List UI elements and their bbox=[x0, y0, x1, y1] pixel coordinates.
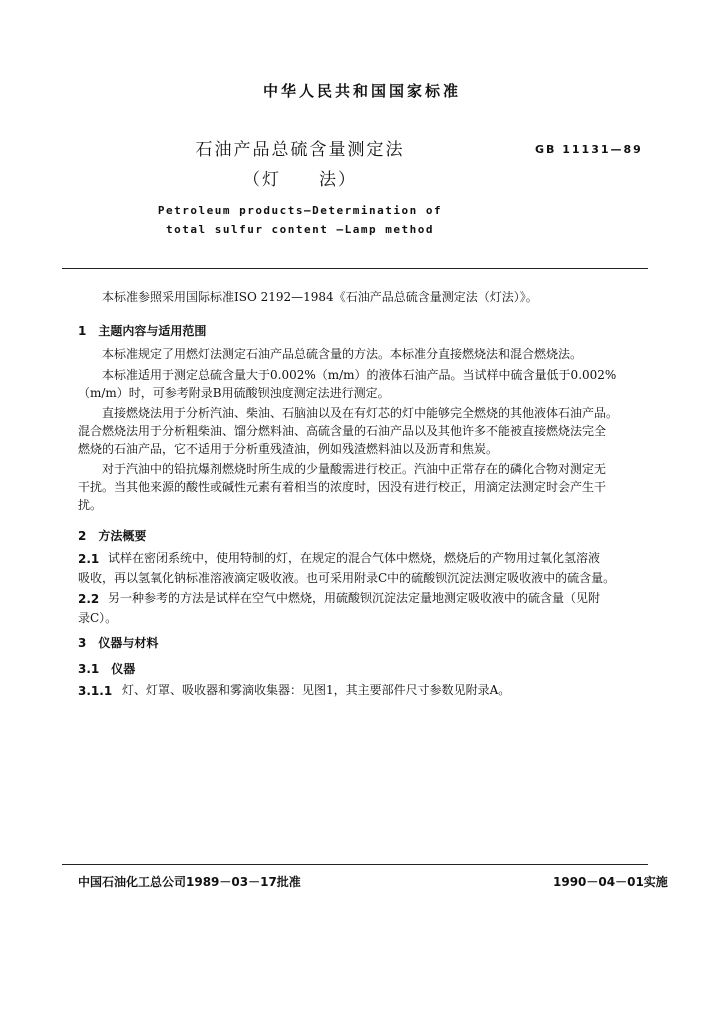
clause-3-1-1-text: 灯、灯罩、吸收器和雾滴收集器：见图1，其主要部件尺寸参数见附录A。 bbox=[122, 683, 511, 697]
section-1-para-3-line-2: 混合燃烧法用于分析粗柴油、馏分燃料油、高硫含量的石油产品以及其他许多不能被直接燃烧法完全 bbox=[78, 424, 607, 438]
clause-2-2-line-2: 录C）。 bbox=[78, 611, 118, 625]
gb-code: GB 11131—89 bbox=[535, 143, 643, 156]
clause-2-1-line-2: 吸收，再以氢氧化钠标准溶液滴定吸收液。也可采用附录C中的硫酸钡沉淀法测定吸收液中的硫含量。 bbox=[78, 571, 616, 585]
document-subtitle: （灯 法） bbox=[243, 170, 357, 190]
section-1-para-2-line-1: 本标准适用于测定总硫含量大于0.002%（m/m）的液体石油产品。当试样中硫含量低于0.002% bbox=[102, 368, 617, 382]
section-1-para-1: 本标准规定了用燃灯法测定石油产品总硫含量的方法。本标准分直接燃烧法和混合燃烧法。 bbox=[102, 347, 583, 361]
section-1-para-4-line-2: 干扰。当其他来源的酸性或碱性元素有着相当的浓度时，因没有进行校正，用滴定法测定时会产生干 bbox=[78, 480, 607, 494]
clause-3-1-1-number: 3.1.1 bbox=[78, 684, 113, 698]
clause-2-1-line-1: 试样在密闭系统中，使用特制的灯，在规定的混合气体中燃烧，燃烧后的产物用过氧化氢溶液 bbox=[108, 551, 601, 565]
clause-2-2-number: 2.2 bbox=[78, 592, 100, 606]
section-1-para-4-line-3: 扰。 bbox=[78, 498, 103, 512]
approval-date: 中国石油化工总公司1989－03－17批准 bbox=[78, 875, 301, 889]
section-2-heading: 2 方法概要 bbox=[78, 529, 147, 543]
footer-divider bbox=[62, 864, 648, 865]
intro-paragraph: 本标准参照采用国际标准ISO 2192—1984《石油产品总硫含量测定法（灯法）》。 bbox=[102, 290, 538, 304]
section-3-heading: 3 仪器与材料 bbox=[78, 636, 159, 650]
english-title-line1: Petroleum products—Determination of bbox=[157, 204, 443, 217]
header-divider bbox=[62, 268, 648, 269]
document-title: 石油产品总硫含量测定法 bbox=[195, 140, 405, 160]
section-1-para-3-line-3: 燃烧的石油产品，它不适用于分析重残渣油，例如残渣燃料油以及沥青和焦炭。 bbox=[78, 442, 499, 456]
national-standard-heading: 中华人民共和国国家标准 bbox=[262, 82, 461, 100]
clause-2-1-number: 2.1 bbox=[78, 552, 100, 566]
clause-3-1-heading: 3.1 仪器 bbox=[78, 662, 136, 676]
english-title-line2: total sulfur content —Lamp method bbox=[165, 223, 435, 236]
clause-2-2-line-1: 另一种参考的方法是试样在空气中燃烧，用硫酸钡沉淀法定量地测定吸收液中的硫含量（见附 bbox=[108, 591, 601, 605]
section-1-heading: 1 主题内容与适用范围 bbox=[78, 324, 207, 338]
implementation-date: 1990－04－01实施 bbox=[553, 875, 668, 889]
section-1-para-2-line-2: （m/m）时，可参考附录B用硫酸钡浊度测定法进行测定。 bbox=[78, 386, 390, 400]
section-1-para-3-line-1: 直接燃烧法用于分析汽油、柴油、石脑油以及在有灯芯的灯中能够完全燃烧的其他液体石油产品。 bbox=[102, 406, 619, 420]
section-1-para-4-line-1: 对于汽油中的铅抗爆剂燃烧时所生成的少量酸需进行校正。汽油中正常存在的磷化合物对测定无 bbox=[102, 462, 607, 476]
